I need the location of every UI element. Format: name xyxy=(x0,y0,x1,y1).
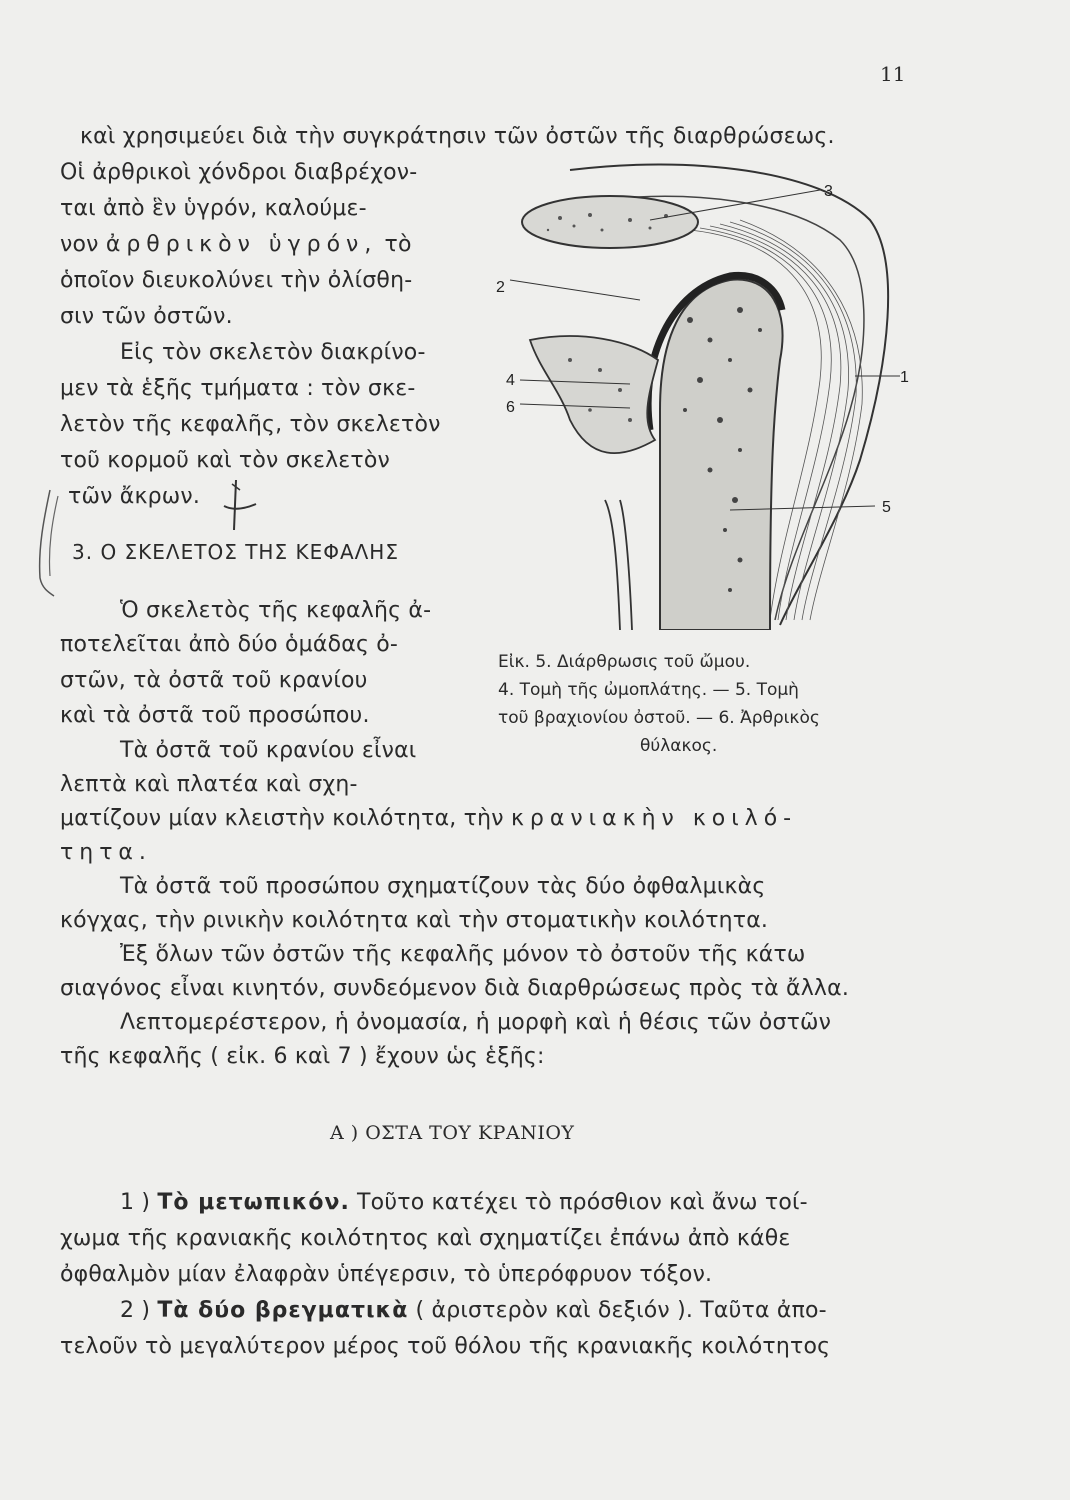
text-line: τῶν ἄκρων. xyxy=(68,484,201,509)
text-line: τῆς κεφαλῆς ( εἰκ. 6 καὶ 7 ) ἔχουν ὡς ἑξῆς: xyxy=(60,1044,545,1069)
text-line: σιν τῶν ὀστῶν. xyxy=(60,304,233,329)
item-number: 1 ) xyxy=(120,1190,151,1215)
text-line: καὶ τὰ ὀστᾶ τοῦ προσώπου. xyxy=(60,703,370,728)
text-line: Οἱ ἀρθρικοὶ χόνδροι διαβρέχον- xyxy=(60,160,418,185)
figure-caption-line: 4. Τομὴ τῆς ὠμοπλάτης. — 5. Τομὴ xyxy=(498,680,799,700)
bold-term: Τὰ δύο βρεγματικὰ xyxy=(157,1298,409,1323)
pen-cross-mark xyxy=(222,476,258,536)
bold-term: Τὸ μετωπικόν. xyxy=(157,1190,350,1215)
acromion-bone xyxy=(522,196,698,248)
text-line: λετὸν τῆς κεφαλῆς, τὸν σκελετὸν xyxy=(60,412,441,437)
text-line: ται ἀπὸ ἓν ὑγρόν, καλούμε- xyxy=(60,196,367,221)
figure-label: 3 xyxy=(824,183,833,200)
shoulder-joint-figure xyxy=(490,160,910,630)
text-line: Ὁ σκελετὸς τῆς κεφαλῆς ἀ- xyxy=(120,598,432,623)
text-span: Τοῦτο κατέχει τὸ πρόσθιον καὶ ἄνω τοί- xyxy=(357,1190,808,1215)
figure-label: 4 xyxy=(506,372,515,389)
figure-label: 2 xyxy=(496,279,505,296)
text-line: τελοῦν τὸ μεγαλύτερον μέρος τοῦ θόλου τῆς κρανιακῆς κοιλότητος xyxy=(60,1334,831,1359)
text-span: τὸ xyxy=(384,232,412,257)
figure-label: 5 xyxy=(882,499,891,516)
text-line: τητα. xyxy=(60,840,152,865)
text-line: κόγχας, τὴν ρινικὴν κοιλότητα καὶ τὴν στοματικὴν κοιλότητα. xyxy=(60,908,769,933)
text-line: ὀφθαλμὸν μίαν ἐλαφρὰν ὑπέγερσιν, τὸ ὑπερόφρυον τόξον. xyxy=(60,1262,713,1287)
text-line: τοῦ κορμοῦ καὶ τὸν σκελετὸν xyxy=(60,448,390,473)
scapula-section xyxy=(530,336,658,453)
text-line: Τὰ ὀστᾶ τοῦ προσώπου σχηματίζουν τὰς δύο ὀφθαλμικὰς xyxy=(120,874,766,899)
humerus-bone xyxy=(660,280,783,630)
text-line: μεν τὰ ἑξῆς τμήματα : τὸν σκε- xyxy=(60,376,416,401)
figure-label: 6 xyxy=(506,399,515,416)
pencil-margin-mark xyxy=(28,488,68,598)
text-span: ματίζουν μίαν κλειστὴν κοιλότητα, τὴν xyxy=(60,806,504,831)
section-heading: Α ) ΟΣΤΑ ΤΟΥ ΚΡΑΝΙΟΥ xyxy=(330,1122,575,1144)
text-line: Τὰ ὀστᾶ τοῦ κρανίου εἶναι xyxy=(120,738,417,763)
text-line xyxy=(60,806,797,831)
text-line: σιαγόνος εἶναι κινητόν, συνδεόμενον διὰ διαρθρώσεως πρὸς τὰ ἄλλα. xyxy=(60,976,850,1001)
page-number: 11 xyxy=(880,62,906,86)
item-number: 2 ) xyxy=(120,1298,151,1323)
text-line: ὁποῖον διευκολύνει τὴν ὀλίσθη- xyxy=(60,268,413,293)
text-line: Ἐξ ὅλων τῶν ὀστῶν τῆς κεφαλῆς μόνον τὸ ὀστοῦν τῆς κάτω xyxy=(120,942,806,967)
text-line: Εἰς τὸν σκελετὸν διακρίνο- xyxy=(120,340,426,365)
text-line: λεπτὰ καὶ πλατέα καὶ σχη- xyxy=(60,772,358,797)
figure-caption-line: θύλακος. xyxy=(640,736,718,756)
text-line: ποτελεῖται ἀπὸ δύο ὁμάδας ὀ- xyxy=(60,632,399,657)
text-line xyxy=(120,1298,827,1323)
text-line: χωμα τῆς κρανιακῆς κοιλότητος καὶ σχηματίζει ἐπάνω ἀπὸ κάθε xyxy=(60,1226,791,1251)
text-line: Λεπτομερέστερον, ἡ ὀνομασία, ἡ μορφὴ καὶ ἡ θέσις τῶν ὀστῶν xyxy=(120,1010,832,1035)
scapula-edge xyxy=(620,500,632,630)
text-line: στῶν, τὰ ὀστᾶ τοῦ κρανίου xyxy=(60,668,368,693)
figure-caption-line: Εἰκ. 5. Διάρθρωσις τοῦ ὤμου. xyxy=(498,652,751,672)
text-span: νον xyxy=(60,232,99,257)
text-line: καὶ χρησιμεύει διὰ τὴν συγκράτησιν τῶν ὀστῶν τῆς διαρθρώσεως. xyxy=(80,124,835,149)
figure-caption-line: τοῦ βραχιονίου ὀστοῦ. — 6. Ἀρθρικὸς xyxy=(498,708,820,728)
text-line xyxy=(120,1190,808,1215)
text-line xyxy=(60,232,412,257)
spaced-term: ἀρθρικὸν ὑγρόν, xyxy=(105,232,378,257)
text-span: ( ἀριστερὸν καὶ δεξιόν ). Ταῦτα ἀπο- xyxy=(415,1298,827,1323)
figure-label: 1 xyxy=(900,369,909,386)
scapula-edge xyxy=(605,500,620,630)
section-heading: 3. Ο ΣΚΕΛΕΤΟΣ ΤΗΣ ΚΕΦΑΛΗΣ xyxy=(72,540,399,564)
spaced-term: κρανιακὴν κοιλό- xyxy=(510,806,798,831)
